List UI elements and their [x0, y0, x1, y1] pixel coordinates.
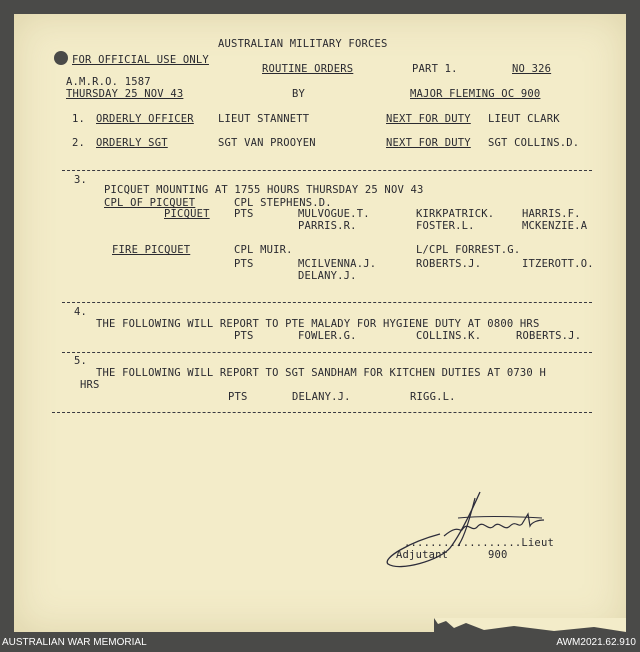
divider	[62, 170, 592, 171]
pts-label: PTS	[234, 208, 254, 220]
part-label: PART 1.	[412, 63, 458, 75]
item-1-number: 1.	[72, 113, 86, 125]
routine-orders-label: ROUTINE ORDERS	[262, 63, 354, 75]
adjutant-label: Adjutant	[396, 549, 449, 561]
fire-picquet-label: FIRE PICQUET	[112, 244, 191, 256]
divider	[62, 352, 592, 353]
signature-line: ..................Lieut	[404, 537, 554, 549]
pts-label: PTS	[234, 258, 254, 270]
cpl-of-picquet-label: CPL OF PICQUET	[104, 197, 196, 209]
document-title: AUSTRALIAN MILITARY FORCES	[218, 38, 388, 50]
punch-hole	[54, 51, 68, 65]
divider	[62, 302, 592, 303]
orderly-sgt-label: ORDERLY SGT	[96, 137, 168, 149]
unit-number: 900	[488, 549, 508, 561]
kitchen-name: DELANY.J.	[292, 391, 351, 403]
next-for-duty-label: NEXT FOR DUTY	[386, 113, 471, 125]
hygiene-name: COLLINS.K.	[416, 330, 482, 342]
pts-label: PTS	[234, 330, 254, 342]
item-5-number: 5.	[74, 355, 88, 367]
item-3-number: 3.	[74, 174, 88, 186]
fire-picquet-name: ITZEROTT.O.	[522, 258, 594, 270]
order-number: NO 326	[512, 63, 552, 75]
next-for-duty-label: NEXT FOR DUTY	[386, 137, 471, 149]
fire-picquet-name: DELANY.J.	[298, 270, 357, 282]
divider	[52, 412, 592, 413]
by-label: BY	[292, 88, 306, 100]
picquet-heading: PICQUET MOUNTING AT 1755 HOURS THURSDAY 25 NOV 43	[104, 184, 424, 196]
hygiene-name: FOWLER.G.	[298, 330, 357, 342]
next-for-duty-name: LIEUT CLARK	[488, 113, 560, 125]
fire-cpl-name: CPL MUIR.	[234, 244, 293, 256]
cpl-name: CPL STEPHENS.D.	[234, 197, 332, 209]
orderly-officer-name: LIEUT STANNETT	[218, 113, 310, 125]
picquet-label: PICQUET	[164, 208, 210, 220]
order-date: THURSDAY 25 NOV 43	[66, 88, 184, 100]
picquet-name: FOSTER.L.	[416, 220, 475, 232]
hygiene-duty-text: THE FOLLOWING WILL REPORT TO PTE MALADY FOR HYGIENE DUTY AT 0800 HRS	[96, 318, 540, 330]
pts-label: PTS	[228, 391, 248, 403]
orderly-officer-label: ORDERLY OFFICER	[96, 113, 194, 125]
fire-picquet-name: MCILVENNA.J.	[298, 258, 377, 270]
kitchen-name: RIGG.L.	[410, 391, 456, 403]
picquet-name: PARRIS.R.	[298, 220, 357, 232]
next-for-duty-name: SGT COLLINS.D.	[488, 137, 580, 149]
picquet-name: MCKENZIE.A	[522, 220, 588, 232]
issuing-officer: MAJOR FLEMING OC 900	[410, 88, 541, 100]
kitchen-duty-text-cont: HRS	[80, 379, 100, 391]
hygiene-name: ROBERTS.J.	[516, 330, 582, 342]
archive-credit: AUSTRALIAN WAR MEMORIAL	[2, 637, 147, 648]
item-4-number: 4.	[74, 306, 88, 318]
picquet-name: HARRIS.F.	[522, 208, 581, 220]
fire-picquet-name: ROBERTS.J.	[416, 258, 482, 270]
orderly-sgt-name: SGT VAN PROOYEN	[218, 137, 316, 149]
torn-edge	[14, 618, 626, 632]
archive-reference: AWM2021.62.910	[556, 637, 636, 648]
fire-lcpl-name: L/CPL FORREST.G.	[416, 244, 521, 256]
kitchen-duty-text: THE FOLLOWING WILL REPORT TO SGT SANDHAM FOR KITCHEN DUTIES AT 0730 H	[96, 367, 546, 379]
item-2-number: 2.	[72, 137, 86, 149]
amro-number: A.M.R.O. 1587	[66, 76, 151, 88]
official-use-label: FOR OFFICIAL USE ONLY	[72, 54, 209, 66]
picquet-name: MULVOGUE.T.	[298, 208, 370, 220]
picquet-name: KIRKPATRICK.	[416, 208, 495, 220]
